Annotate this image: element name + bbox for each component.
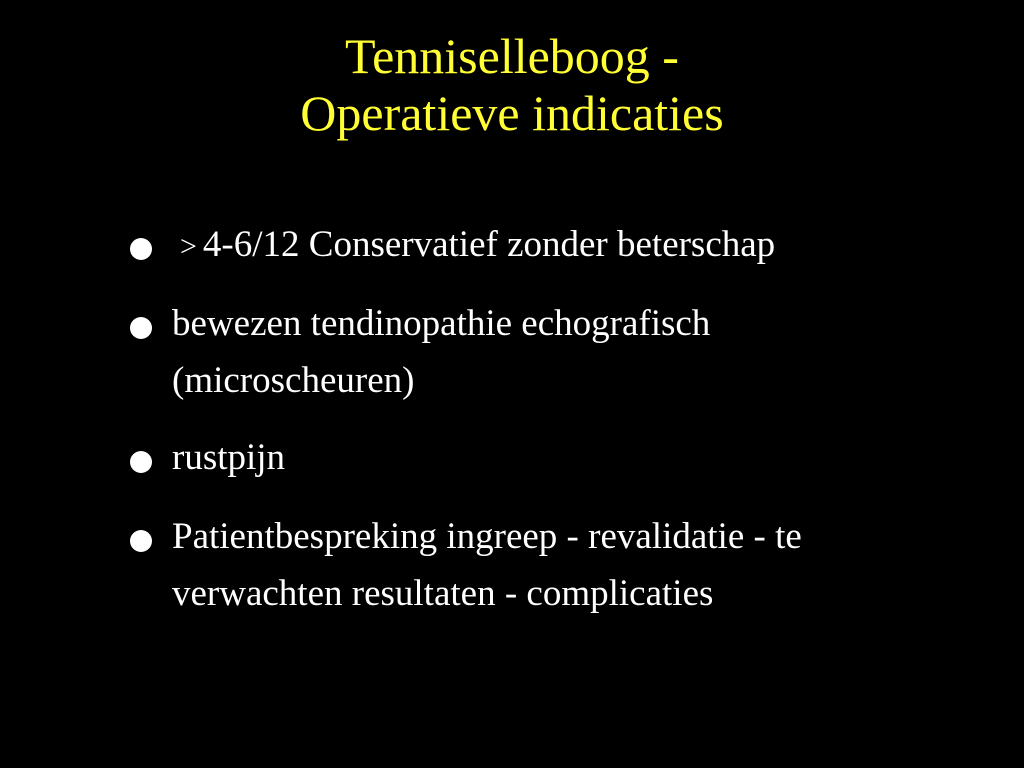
bullet-list — [128, 216, 908, 642]
slide-title — [0, 28, 1024, 142]
bullet-text: bewezen tendinopathie echografisch (microscheuren) — [172, 303, 711, 401]
title-line-2: Operatieve indicaties — [300, 85, 724, 141]
title-line-1: Tenniselleboog - — [345, 28, 679, 84]
bullet-item-tendinopathie — [128, 295, 908, 409]
bullet-text: rustpijn — [172, 437, 286, 478]
bullet-item-rustpijn — [128, 429, 908, 486]
bullet-dot-icon — [130, 238, 152, 260]
greater-than-symbol: > — [180, 230, 197, 263]
bullet-text: Patientbespreking ingreep - revalidatie - te verwachten resultaten - complicaties — [172, 516, 802, 614]
bullet-text-body: 4-6/12 Conservatief zonder beterschap — [202, 224, 776, 265]
bullet-dot-icon — [130, 451, 152, 473]
bullet-text — [172, 224, 775, 265]
bullet-dot-icon — [130, 317, 152, 339]
bullet-dot-icon — [130, 530, 152, 552]
bullet-item-patientbespreking — [128, 508, 908, 622]
bullet-item-conservatief — [128, 216, 908, 275]
